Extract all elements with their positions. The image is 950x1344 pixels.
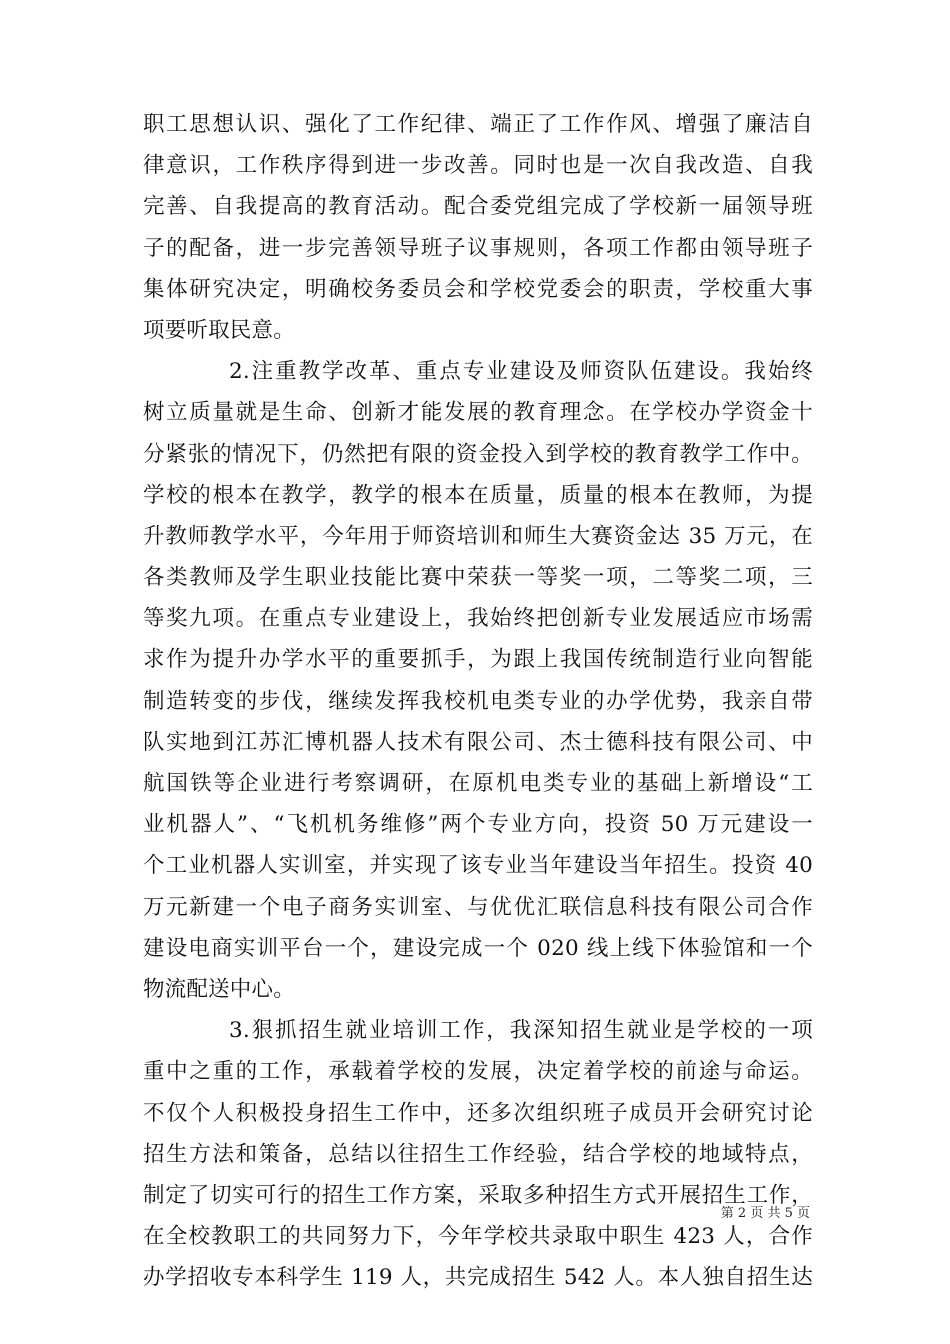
text-line: 物流配送中心。 [143,976,295,1002]
text-line: 等奖九项。在重点专业建设上，我始终把创新专业发展适应市场需 [143,606,813,632]
text-line: 队实地到江苏汇博机器人技术有限公司、杰士德科技有限公司、中 [143,729,813,755]
text-line: 律意识，工作秩序得到进一步改善。同时也是一次自我改造、自我 [143,153,813,179]
text-line: 万元新建一个电子商务实训室、与优优汇联信息科技有限公司合作 [143,894,813,920]
text-line: 升教师教学水平，今年用于师资培训和师生大赛资金达 35 万元，在 [143,523,813,549]
text-line: 航国铁等企业进行考察调研，在原机电类专业的基础上新增设“工 [143,771,813,796]
text-line: 学校的根本在教学，教学的根本在质量，质量的根本在教师，为提 [143,482,813,508]
text-line: 制定了切实可行的招生工作方案，采取多种招生方式开展招生工作， [143,1182,813,1208]
text-line: 集体研究决定，明确校务委员会和学校党委会的职责，学校重大事 [143,276,813,302]
text-line: 招生方法和策备，总结以往招生工作经验，结合学校的地域特点， [143,1141,813,1167]
text-line: 分紧张的情况下，仍然把有限的资金投入到学校的教育教学工作中。 [143,441,813,467]
text-line: 2.注重教学改革、重点专业建设及师资队伍建设。我始终 [229,359,813,385]
text-line: 完善、自我提高的教育活动。配合委党组完成了学校新一届领导班 [143,194,813,220]
text-line: 重中之重的工作，承载着学校的发展，决定着学校的前途与命运。 [143,1059,813,1085]
text-line: 制造转变的步伐，继续发挥我校机电类专业的办学优势，我亲自带 [143,688,813,714]
text-line: 求作为提升办学水平的重要抓手，为跟上我国传统制造行业向智能 [143,647,813,673]
text-line: 建设电商实训平台一个，建设完成一个 020 线上线下体验馆和一个 [143,935,813,961]
body-text [143,104,813,1298]
text-line: 办学招收专本科学生 119 人，共完成招生 542 人。本人独自招生达 [143,1265,813,1291]
text-line: 树立质量就是生命、创新才能发展的教育理念。在学校办学资金十 [143,400,813,426]
text-line: 3.狠抓招生就业培训工作，我深知招生就业是学校的一项 [229,1018,813,1044]
text-line: 不仅个人积极投身招生工作中，还多次组织班子成员开会研究讨论 [143,1100,813,1126]
text-line: 子的配备，进一步完善领导班子议事规则，各项工作都由领导班子 [143,235,813,261]
text-line: 个工业机器人实训室，并实现了该专业当年建设当年招生。投资 40 [143,853,813,879]
text-line: 项要听取民意。 [143,317,295,343]
text-line: 在全校教职工的共同努力下，今年学校共录取中职生 423 人，合作 [143,1224,813,1250]
text-line: 业机器人”、“飞机机务维修”两个专业方向，投资 50 万元建设一 [143,812,813,838]
page-number: 第 2 页 共 5 页 [720,1206,810,1221]
text-line: 各类教师及学生职业技能比赛中荣获一等奖一项，二等奖二项，三 [143,565,813,591]
text-line: 职工思想认识、强化了工作纪律、端正了工作作风、增强了廉洁自 [143,112,813,137]
